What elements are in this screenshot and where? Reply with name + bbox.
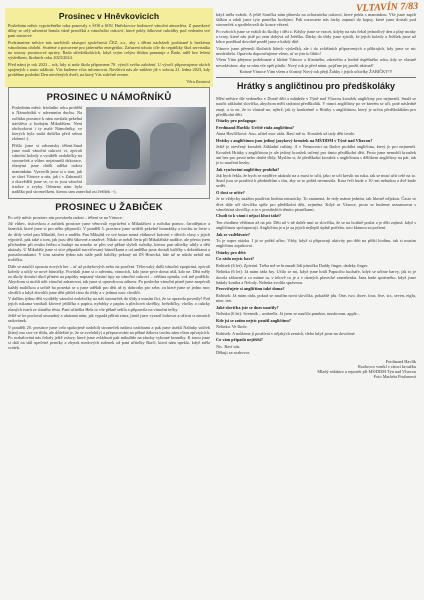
- paragraph: Podzimníme měsíce nás navštívili zástupci společnosti ČEZ, a.s., aby s dětmi nacházeli posbírané k hezkému vánočnímu období. Svařené a potravené pro jaderného energetiku. Zařazení tohoto cíle do republiky škol servisníka na stromy prosincové zprávy. Rada středoškolácích, když svým celým třídám pamatuje z Řada, uděl bez řešení výsledkem, školních roku 2023/2024.: [8, 39, 210, 61]
- section-heading: Otázky pro pedagoga:: [216, 118, 257, 124]
- closing-greeting: Krásné Vánoce Vám všem a šťastný Nový rok přejí Žabky i jejich učitelky ŽABIČKY!!!: [239, 69, 393, 75]
- question: Chodí to k vámi i nějací kluci také?: [216, 213, 282, 219]
- left-column: [8, 8, 210, 354]
- answer: Robísek (6 let): Zpívání. Tréba mě se hromadí lidí písnička Daddy finger, dadeky finger.: [216, 262, 369, 268]
- question: Kde jsi se zatím nejvíc použil angličtinu?: [216, 317, 291, 323]
- right-column: [216, 12, 416, 382]
- author-name: Ferdinand Havlík: [385, 358, 416, 364]
- question: Jaké slovíčka jste se dnes naučily?: [216, 304, 279, 310]
- paragraph: Posledním měsíc vyprávěného roku panovaly v ŠOŠ a SOU Hněvkovice hodinové vánoční atmosféra. Z pusetkové dílny se celý adventní hrnula vůně perníčků a vánočního cukroví, které pekly žákovné cukrářky pod vedením své paní mistrové.: [8, 23, 210, 39]
- paragraph: když měla svátek. A ještě Sonička nám přinesla na ochutnávku cukroví, které pekla s maminkou. Vše jsme zapili šálkou a zdali jsme tyto panečku horkými. Pak rozrostete nás čarky zapnutí do kapsy, které jsme dostali pod stromeček a spotřebovali do konce vězení.: [216, 12, 416, 28]
- paragraph: Ještě se ke pocloval umoudný a ukázaná nám, jak vypadá pěkná zima, jimiž jsme vyrazil bobovat a užívat si zimních radovánek.: [8, 313, 210, 324]
- paragraph: V pondělí 20. prosince jsme celo spokojeně ozdobili stromeček našimi ozdobami a pak jsme úsekli Nalinky sušček (který mu sice ve třídu, ale důležité je, že se zvelobily) a přepracováni na pěkné žákova trochu nám všem zpívajících. Po rozbalování nás čekaly ještě oslavy, které jsme zvládnuti pak mikuláše na zásoby vybrané krmníky. K tomu jsme si dali na stůl upečené perníky a zbytek medových sušenek od paní učitelky Barči, která nám upekla, když měla svátek.: [8, 324, 210, 351]
- question: Jak vyučování angličtiny probíhá?: [216, 166, 280, 172]
- article-title: PROSINEC U ŽABIČEK: [55, 201, 163, 213]
- credit-line: Rozhovor vznikl v rámci kroužku: [358, 363, 416, 369]
- masthead-handwritten: VLTAVÍN 7/83: [355, 0, 419, 15]
- question: Procvičujete si angličtinu také doma?: [216, 286, 285, 292]
- paragraph: Před námi je rok 2023 – rok, kdy si naše škola připomene 70. výročí svého založení. U výročí připravujeme akcích spojených s touto událostí. Vás budeme včas informovat. Navštivit nás ale můžete již v sobotu 21. ledna 2023, kdy proběhne poslední Den otevřených dveří, na který Vás srdečně zveme.: [8, 61, 210, 78]
- paragraph: Posledním měsíc letošního roku proběhl u Námořníků v adventním duchu. Na začátku prosince k nám zavítala pekelná návštěva a hodným Mikulášem. Není obchodovat i ty malé Námořníky, ve kterých byla malá dušička před sebou zlobení :).: [12, 105, 82, 142]
- paragraph: Měsí měsíce dle vedeného v Domě dětí a mládeže v Týně nad Vltavou kroužek angličtiny pro nejmenší. Snaží se naučit základní slovíčka, abychom měli radostní předškolák. V rámci angličtiny po ve kterém se učí, poté následně znají, a to ne, že to vlastně ne, nýbrž, jak ty konkrétně o Hrátky s angličtinou, který je určen předškolákům pro předškolní děti.: [216, 96, 416, 117]
- paragraph: V dalším týdnu děti vyráběly vánoční ozdobičky na náš stromeček do třídy a musím říci, že se opravdu povedly! Pod jejich rukama vznikali kávové jeblíčka z papíru, nyřobky z papíru a plechová skvělky, hvězdičky, vločky a cukrky různých tvarů ze slaného těsta. Paní učitelka Hela to vše pěkně sešila a připravila na vánoční tečky.: [8, 296, 210, 312]
- children-photo: [86, 107, 206, 185]
- paragraph: Přišlo jsme si adventsky těšení.Snad jsme malí vánoční cukroví vi, zpívali vánoční koledy a vyráběli ozdobičky na stromeček a vůbec nejzimniší dekorace, různými jsme chtěli udělat radost maminkám. Vyzvedli jsme si o tom, jak se slaví Vánoce u nás, jak i v Zahraničí a dozvěděli jsme se, co to jsou vánoční tradice a zvyky. Odmeno nám byla nadílka pod stromečkem, kterou tam zanechal asi Ježíšek :-).: [12, 142, 117, 195]
- answer: Je se vždycky snažím používat hodinu tematicky. To znamená, že tedy máme jedním, tak hlavně nějakou. Často se dívá dále učí slovíčka spíše pro předškolní děti, zejména. Když se Vánoce, proto se budeme seznamovat s vánočními slovíčky, a to v prostředích těmito písničkami.: [216, 196, 416, 212]
- answer: Robísek: Já mám ráda, pokud se naučím nová slovíčka, pokaždé jdu. One, two, three, four, five, six, seven, eight, nine, ten.: [216, 292, 416, 304]
- paragraph: Dále se naučili spoustu nových her – ať už pohybových nebo na poučení. Tělocvaký další vánoční zpopírání, zpívali koledy a učily se nové básničky. Povídali jsme si o adventu, vánocích, kdo jsme pece doma ušil, kdo ne. Děti měly za úkoly domácí úkol přinést na papírky napsaný vlastní tipy na vánoční cukroví – většina opinila, což mě potěšilo. Abychom si mohli užít vánoční zahanovat, tak jsme si opravdovou zábavu. Po poslechu vánoční písně jsme zazpívali každý maličkou a určitě ho posedat se a jsme udělali pro děti až ty dobrotky pro sebe, za které jsme se jedno moc chválili a když dovolili jsme děti přišel ráno do třídy a v jednou moc chválili.: [8, 263, 210, 295]
- answer: Anna Havlíčková: Ano, učitel moc ráda. Baví mě to. Kroužek už tady děti trvale.: [216, 131, 356, 137]
- thanks: Děkuji za rozhovor.: [216, 350, 251, 356]
- question: Co vám připadá nejtěžší?: [216, 337, 263, 343]
- answer: Jak bych řekla, že bych se nejdříve ukázalo na a musí to učit, jako se učí kreslit na ruku, tak se musí učit celé na to. Snad jsou se používá k předmětům s tím, aby se to pořád neomezila. Kurz řeči bude o 10.-mi nebudou a dvě bude sedět.: [216, 173, 416, 189]
- question: Co ráda nejvíc baví?: [216, 256, 255, 262]
- article-title: PROSINEC U NÁMOŘNÍKŮ: [46, 92, 172, 104]
- paragraph: Vánoce jsme přenesli školních lidech výsledků, ale i do zvláštních připravených a příkrajích, kdy jsme se nic neodrážela. Opravdu doporučujeme všem, ať se jim to líbilo!: [216, 45, 416, 56]
- article-title: Prosinec v Hněvkovicích: [58, 11, 160, 21]
- answer: Nelinka (6 let): Já mám ráda hry. Učilo se mi, když jsme hráli Papuciho kuchaře, když se učíme barvy, jak to je docela zábavné a co máme tu, v lelově co je a v různých plavecké zmenšenku. Jana bude správného, když jsme hádaly koníka a Nelody. Nelinka zvolila správnou.: [216, 269, 416, 285]
- divider: [216, 77, 416, 78]
- question: O dost se učíte?: [216, 189, 245, 195]
- section-heading: Otázky pro děti:: [216, 249, 247, 255]
- answer: Nic. Baví nás.: [216, 343, 241, 349]
- article-credits: [216, 359, 416, 380]
- answer: Ten chodíme většinou až na pár. Děti už v ně dobře umí se slovíčka, že se na hodině poslat a je děti zajímá, když s angličtinou spolupracují. Angličtina je u je za jejich nejlepší úplně potřeba, toto klamou za počtení.: [216, 219, 416, 231]
- paragraph: Všem Vám přejeme požehnané a klidné Vánoce a šťastného, zdravého a hodně úspěšného roku, kdy se vlastně nevzdáváme, aby se nám vše opět plnilo. Nový rok je před námi, pojďme jej prožít aktivně!: [216, 57, 416, 68]
- answer: Nelinka: Ve škole.: [216, 324, 248, 330]
- paragraph: Již vůbec, tisícovkou a začátek prosince jsme věnovali vyprávění o Mikulášovi a ručníku pomoc, čarodějnice a šanecků, které jsme si pro něho připravili. V pondělí 5. prosince jsme uvážili pekelné hromádky a trochu se čerte s do třídy vešel pan Mikuláš, čert a anděla. Pan Mikuláš ve své knize nemá vláknové krácení v děcích vlasy s jejich výprávil, pak také o tom, jak jsou děti šikovné a snaživé. Nikdo se nebál čerta při Mikulášské nadílce, ale přesto jsem přichodem při zvuku řetězu a buduje na mnoho se přes své pěkné slyšeli ručníky, kterou pan ušitelky ulítly a děti ukázaly. U Mikuláše jsme si více připadal nacvičovaný básničkami a od andělka jsme dostali balíčky s dobrůtkami a pomalovankami. V tom samém týdnu nás stále patři balíčky pekaný ná ZŠ Hrnecká, kde už se nikdo nebál ani trošičku.: [8, 221, 210, 263]
- question: Hrátky s angličtinou jsou jediný jazykový kroužek na MŠ/DDM v Týně nad Vltavou?: [216, 137, 373, 143]
- author-signature: Věra Zuntová: [186, 78, 210, 84]
- answer: To je super otázka. I já se pořád učím. Vždy, když si připravuji aktivity pro děti na příští hodinu, tak si musím angličtinu zopakovat.: [216, 238, 416, 249]
- paragraph: Po svátcích jsme se vrátili do školky i děti z. Kdyby jsme se vracet, kdyby na nás čekal jednotlivý den a plný mraky a tvary, které nás jistě po zem dobývá od Ježíška. Dárky do třídy jsme zjistili, že jejich koledy a Ježíšek jsme už lehce poněkud dovolně pozdě jsme a každý dítě.: [216, 28, 416, 45]
- article-zabicky-continued: [216, 12, 416, 74]
- article-hnevkovice: [5, 8, 213, 87]
- question: Jak se vzdělávate?: [216, 231, 250, 237]
- answer: Ještě je otevřený kroužek Základní ruštiny. A v Nemocnici na školce probíhá angličtina, který je pro nejmenší. Kroužek Hrátky s angličtinou je ale jediný kroužek určený pro tímto předškolní děti. Proto jsme nemohli kroužek ani bez pro první nebo druhé třídy. Myslím si, že předškolní kroužek s angličtinou s dělítkem angličtiny na pár, tak je to naučení hezky.: [216, 144, 416, 165]
- answer: Nelinka (6 let): Svetrník – umbrella. Já jsem se naučila pumkin, mushroom, apple...: [216, 311, 360, 317]
- article-title: Hrátky s angličtinou pro předškoláky: [236, 81, 396, 92]
- paragraph: Po celý měsíc prosinec nás provázela radost – těšení se na Vánoce.: [8, 214, 123, 220]
- article-namornici: [8, 87, 210, 198]
- answer: Robísek: A můžeme jí používat v nějakých zemích, třeba když jsme na dovolené.: [216, 330, 356, 336]
- article-hratky: [216, 81, 416, 379]
- credit-line: Mladý redaktor a reportér při MŠ/DDM Týn nad Vltavou: [317, 368, 416, 374]
- question: Ferdinand Havlík: Určitě ráda angličtinu?: [216, 124, 295, 130]
- photo-credit: Foto Markéta Pražanová: [373, 374, 416, 380]
- article-zabicky: [8, 202, 210, 351]
